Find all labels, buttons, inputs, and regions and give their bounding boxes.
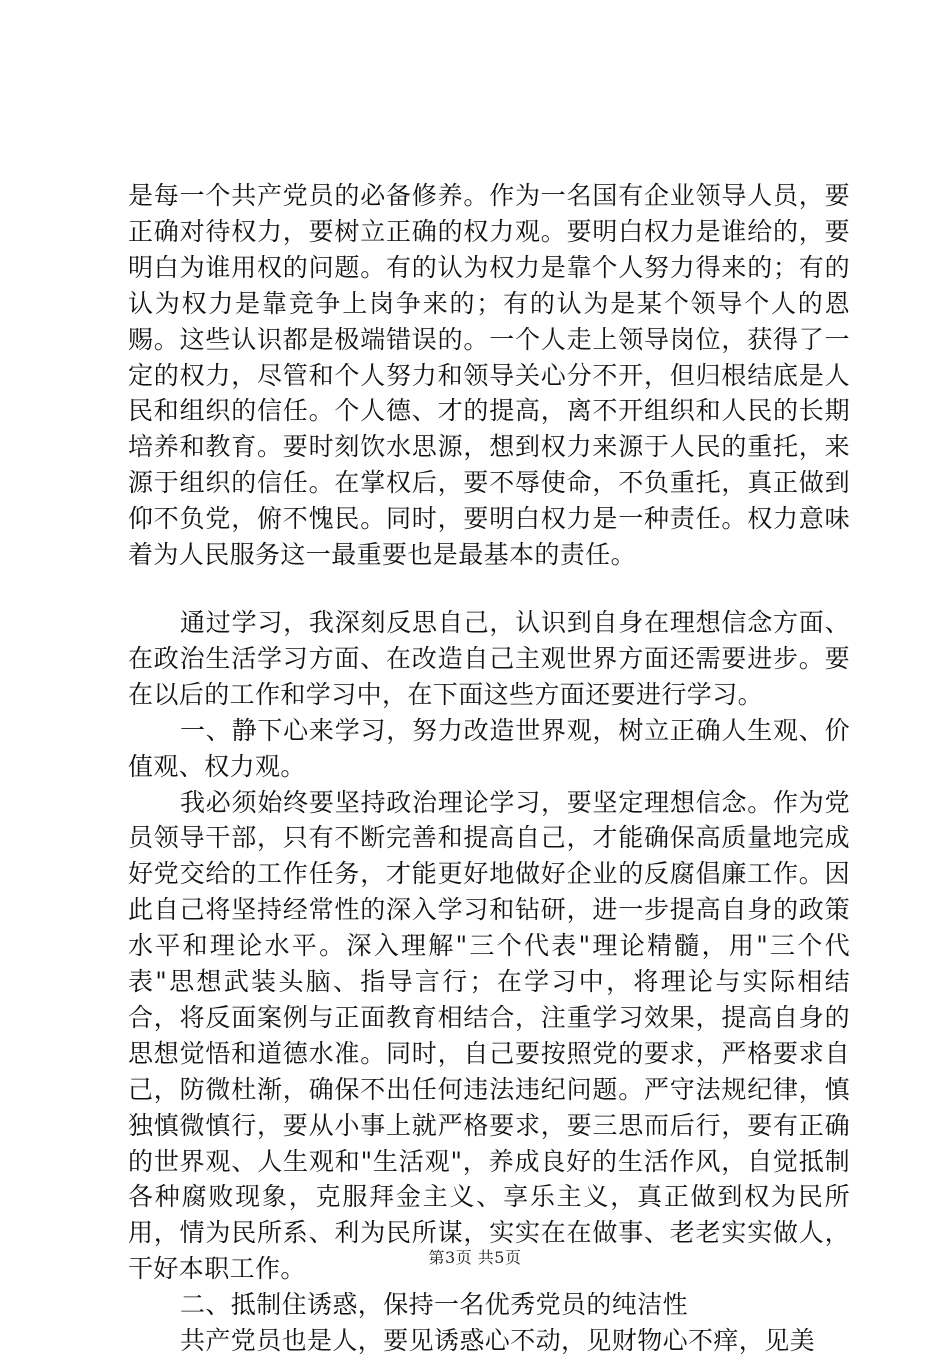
paragraph-temptation: 共产党员也是人，要见诱惑心不动，见财物心不痒，见美 <box>180 1326 816 1356</box>
page-number-footer: 第3页 共5页 <box>428 1248 522 1267</box>
paragraph-study: 我必须始终要坚持政治理论学习，要坚定理想信念。作为党员领导干部，只有不断完善和提高自己，才能确保高质量地完成好党交给的工作任务，才能更好地做好企业的反腐倡廉工作。因此自己将坚持经常性的深入学习和钻研，进一步提高自身的政策水平和理论水平。深入理解"三个代表"理论精髓，用"三个代表"思想武装头脑、指导言行；在学习中，将理论与实际相结合，将反面案例与正面教育相结合，注重学习效果，提高自身的思想觉悟和道德水准。同时，自己要按照党的要求，严格要求自己，防微杜渐，确保不出任何违法违纪问题。严守法规纪律，慎独慎微慎行，要从小事上就严格要求，要三思而后行，要有正确的世界观、人生观和"生活观"，养成良好的生活作风，自觉抵制各种腐败现象，克服拜金主义、享乐主义，真正做到权为民所用，情为民所系、利为民所谋，实实在在做事、老老实实做人，干好本职工作。 <box>128 787 850 1284</box>
section-heading-one: 一、静下心来学习，努力改造世界观，树立正确人生观、价值观、权力观。 <box>128 715 850 781</box>
document-body <box>128 178 850 1359</box>
paragraph-reflection: 通过学习，我深刻反思自己，认识到自身在理想信念方面、在政治生活学习方面、在改造自己主观世界方面还需要进步。要在以后的工作和学习中，在下面这些方面还要进行学习。 <box>128 607 850 709</box>
paragraph-spacer <box>128 573 850 605</box>
section-heading-two: 二、抵制住诱惑，保持一名优秀党员的纯洁性 <box>180 1290 689 1320</box>
paragraph-continuation: 是每一个共产党员的必备修养。作为一名国有企业领导人员，要正确对待权力，要树立正确的权力观。要明白权力是谁给的，要明白为谁用权的问题。有的认为权力是靠个人努力得来的；有的认为权力是靠竞争上岗争来的；有的认为是某个领导个人的恩赐。这些认识都是极端错误的。一个人走上领导岗位，获得了一定的权力，尽管和个人努力和领导关心分不开，但归根结底是人民和组织的信任。个人德、才的提高，离不开组织和人民的长期培养和教育。要时刻饮水思源，想到权力来源于人民的重托，来源于组织的信任。在掌权后，要不辱使命，不负重托，真正做到仰不负党，俯不愧民。同时，要明白权力是一种责任。权力意味着为人民服务这一最重要也是最基本的责任。 <box>128 181 850 570</box>
